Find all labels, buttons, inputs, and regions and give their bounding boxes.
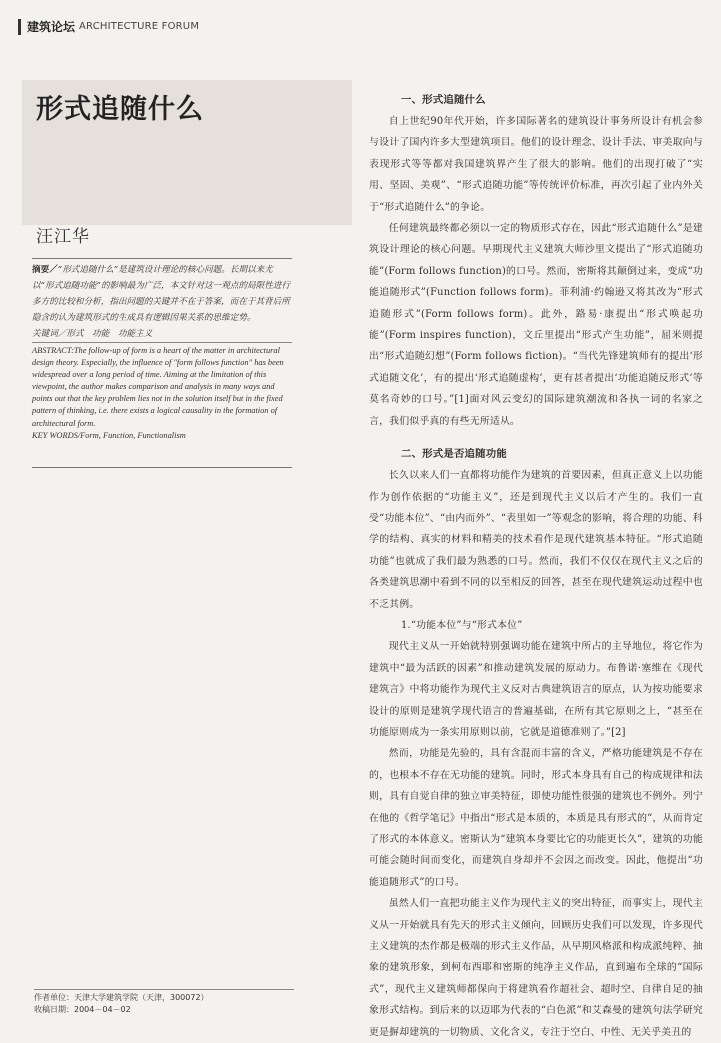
section-1-heading: 一、形式追随什么 bbox=[401, 94, 486, 106]
section-2-heading: 二、形式是否追随功能 bbox=[401, 448, 507, 461]
section-name-cn: 建筑论坛 bbox=[27, 20, 76, 34]
section-1-paragraph: 任何建筑最终都必须以一定的物质形式存在，因此“形式追随什么”是建筑设计理论的核心问题。早期现代主义建筑大师沙里文提出了“形式追随功能”(Form follows function)的口号。然而，密斯将其颠倒过来，变成“功能追随形式”(Function follows form)。菲利浦·约翰逊又将其改为“形式追随形式”(Form follows form)。此外，路易·康提出“形式唤起功能”(Form inspires function)，文丘里提出“形式产生功能”，屈米则提出“形式追随幻想”(Form follows fiction)。“当代先锋建筑师有的提出‘形式追随文化’，有的提出‘形式追随虚构’，更有甚者提出‘功能追随反形式’等莫名奇妙的口号。”[1]面对风云变幻的国际建筑潮流和各执一词的名家之言，我们似乎真的有些无所适从。 bbox=[369, 223, 703, 427]
section-2-paragraph: 长久以来人们一直都将功能作为建筑的首要因素，但真正意义上以功能作为创作依据的“功能主义”，还是到现代主义以后才产生的。我们一直受“功能本位”、“由内而外”、“表里如一”等观念的影响，将合理的功能、科学的结构、真实的材料和精美的技术看作是现代建筑基本特征。“形式追随功能”也就成了我们最为熟悉的口号。然而，我们不仅仅在现代主义之后的各类建筑思潮中看到不同的以至相反的回答，甚至在现代建筑运动过程中也不乏其例。 bbox=[369, 470, 703, 610]
abstract-box bbox=[32, 258, 292, 468]
keywords-cn: 关键词／形式 功能 功能主义 bbox=[32, 327, 292, 343]
body-column bbox=[369, 90, 703, 1043]
article-author: 汪江华 bbox=[36, 227, 90, 247]
section-1-paragraph: 自上世纪90年代开始，许多国际著名的建筑设计事务所设计有机会参与设计了国内许多大型建筑项目。他们的设计理念、设计手法、审美取向与表现形式等等都对我国建筑界产生了很大的影响。他们的出现打破了“实用、坚固、美观”、“形式追随功能”等传统评价标准，再次引起了业内外关于“形式追随什么”的争论。 bbox=[369, 116, 703, 213]
abstract-text-cn: “形式追随什么”是建筑设计理论的核心问题。长期以来尤以“形式追随功能”的影响最为广泛，本文针对这一观点的局限性进行多方的比较和分析，指出问题的关键并不在于答案，而在于其背后所隐含的认为建筑形式的生成具有逻辑因果关系的思维定势。 bbox=[32, 265, 291, 323]
subsection-heading: 1.“功能本位”与“形式本位” bbox=[401, 619, 523, 631]
section-gap bbox=[369, 432, 703, 444]
keywords-en: KEY WORDS/Form, Function, Functionalism bbox=[32, 430, 186, 440]
header-bar bbox=[18, 19, 21, 35]
article-title: 形式追随什么 bbox=[36, 94, 204, 125]
footnote-date: 收稿日期：2004－04－02 bbox=[34, 1005, 131, 1014]
abstract-en: ABSTRACT:The follow-up of form is a heart of the matter in architectural design theory. Especially, the influence of "form follows function" has been widespread over a long period of time. Aiming at the limitation of this viewpoint, the author makes comparison and analysis in many ways and points out that the key problem lies not in the solution itself but in the fixed pattern of thinking, i.e. there exists a logical causality in the formation of architectural form. bbox=[32, 346, 284, 428]
page-header bbox=[18, 18, 199, 35]
section-2-paragraph: 现代主义从一开始就特别强调功能在建筑中所占的主导地位，将它作为建筑中“最为活跃的因素”和推动建筑发展的原动力。布鲁诺·塞维在《现代建筑言》中将功能作为现代主义反对古典建筑语言的原点，认为按功能要求设计的原则是建筑学现代语言的普遍基础，在所有其它原则之上，“甚至在功能原则成为一条实用原则以前，它就是道德准则了。”[2] bbox=[369, 641, 703, 738]
section-2-paragraph: 然而，功能是先验的，具有含混而丰富的含义，严格功能建筑是不存在的，也根本不存在无功能的建筑。同时，形式本身具有自己的构成规律和法则，具有自觉自律的独立审美特征，即使功能性很强的建筑也不例外。列宁在他的《哲学笔记》中指出“形式是本质的，本质是具有形式的”，从而肯定了形式的本体意义。密斯认为“建筑本身要比它的功能更长久”，建筑的功能可能会随时间而变化，而建筑自身却并不会因之而改变。因此，他提出“功能追随形式”的口号。 bbox=[369, 748, 703, 888]
section-2-paragraph: 虽然人们一直把功能主义作为现代主义的突出特征，而事实上，现代主义从一开始就具有先天的形式主义倾向，回顾历史我们可以发现，许多现代主义建筑的杰作都是极端的形式主义作品，从早期风格派和构成派纯粹、抽象的建筑形象，到柯布西耶和密斯的纯净主义作品，直到遍布全球的“国际式”，现代主义建筑师都保向于将建筑看作超社会、超时空、自律自足的抽象形式结构。到后来的以迈耶为代表的“白色派”和艾森曼的建筑句法学研究更是摒却建筑的一切物质、文化含义，专注于空白、中性、无关乎美丑的 bbox=[369, 898, 703, 1038]
abstract-cn bbox=[32, 262, 292, 326]
section-name-en: ARCHITECTURE FORUM bbox=[79, 21, 200, 32]
abstract-label: 摘要／ bbox=[32, 265, 58, 275]
footnote bbox=[34, 989, 294, 1016]
footnote-affiliation: 作者单位：天津大学建筑学院（天津，300072） bbox=[34, 993, 209, 1002]
